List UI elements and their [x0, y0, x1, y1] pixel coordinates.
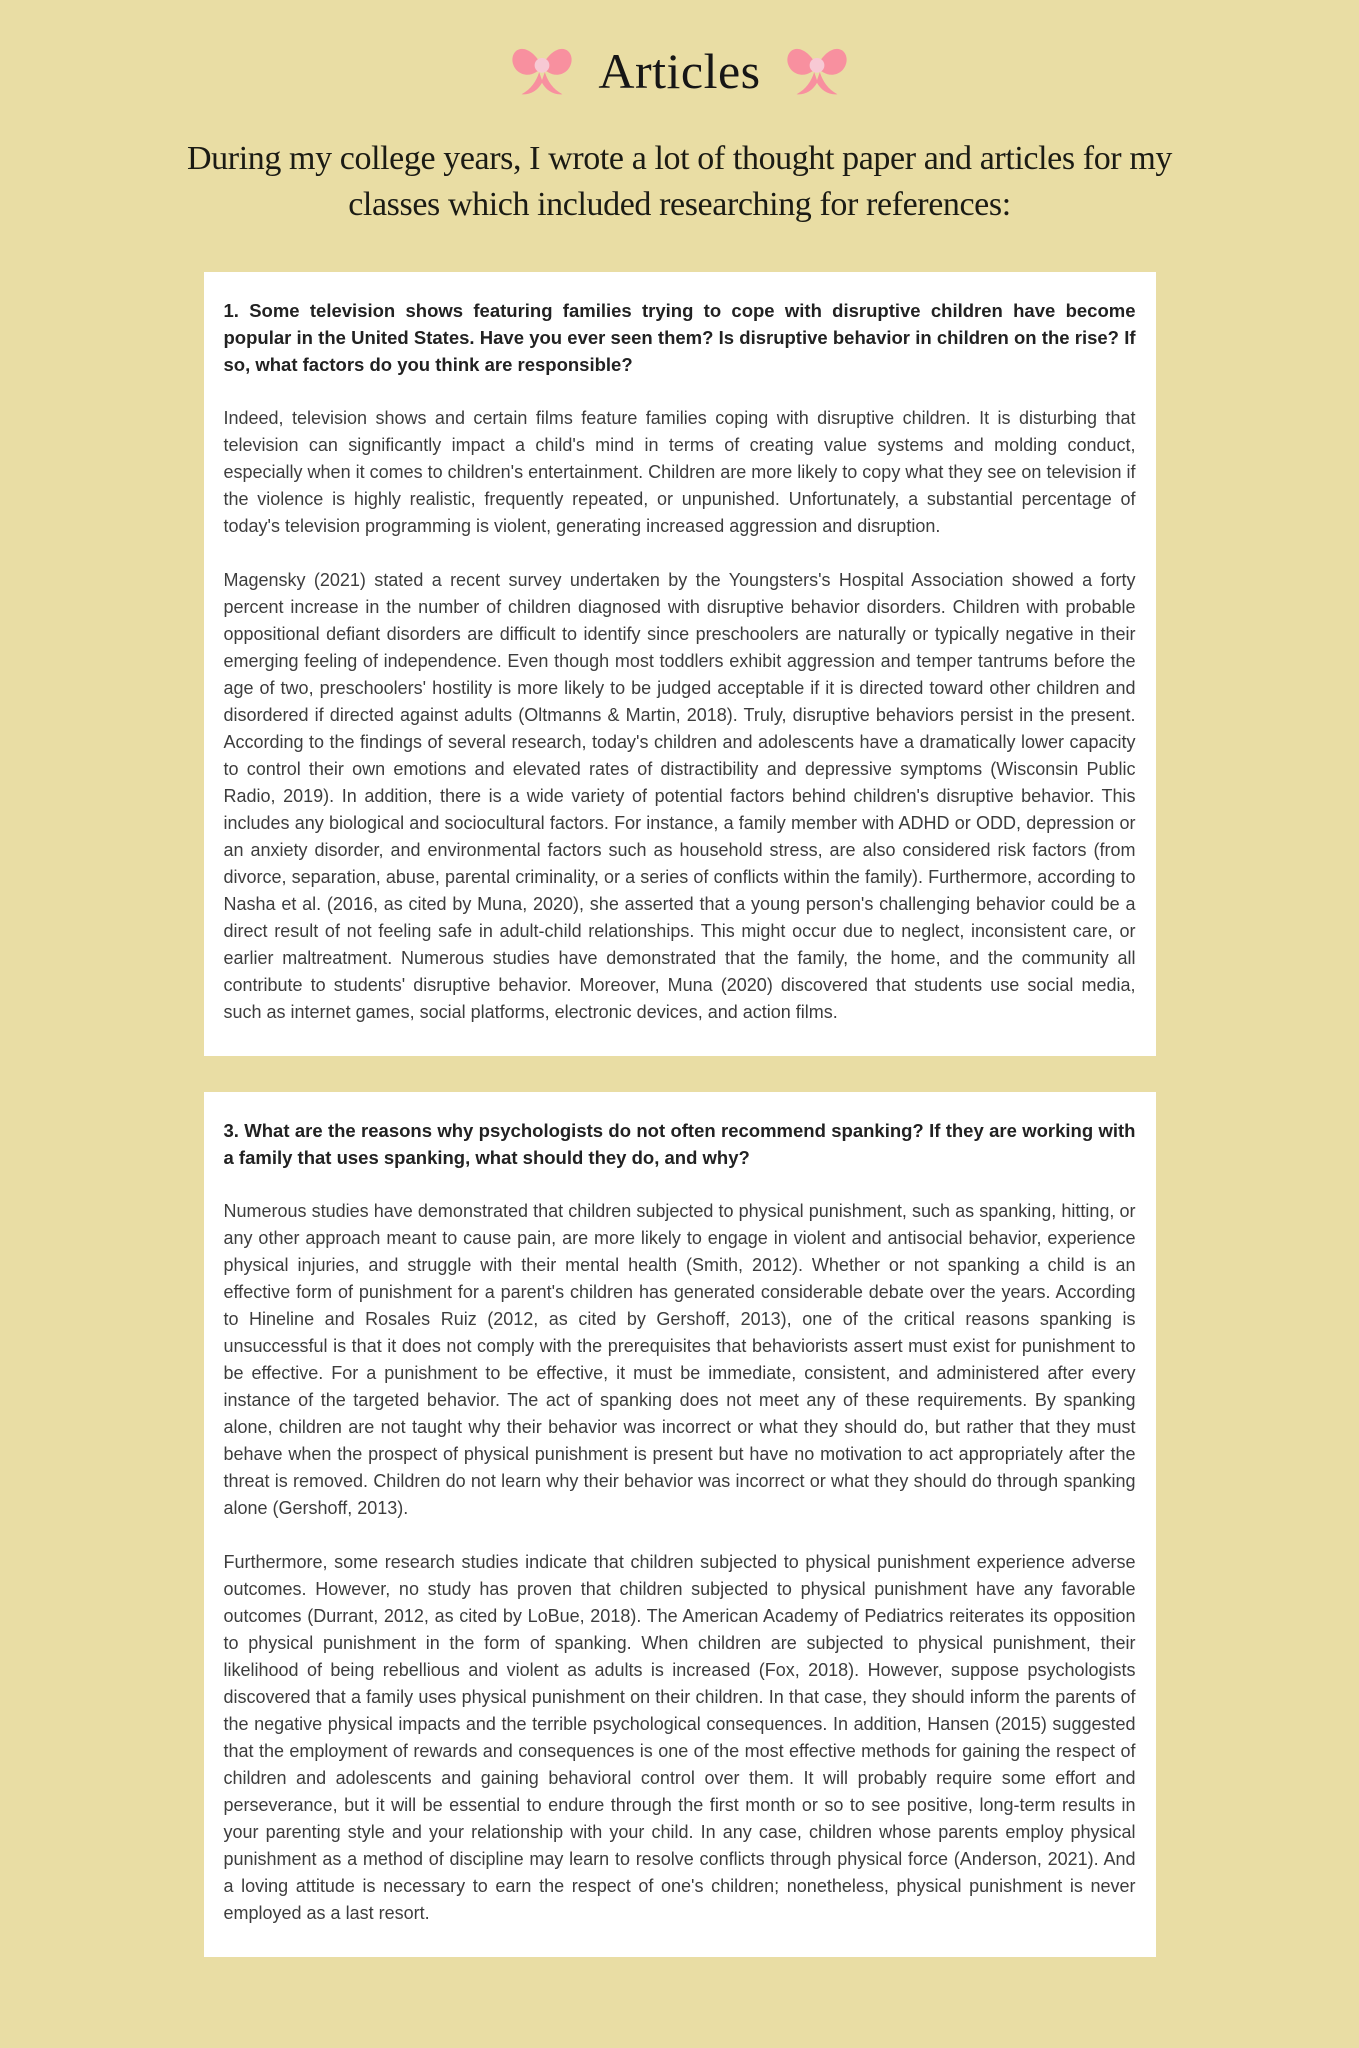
article-1-paragraph-1: Indeed, television shows and certain films feature families coping with disruptive children. It is disturbing that television can significantly impact a child's mind in terms of creating value systems and molding conduct, especially when it comes to children's entertainment. Children are more likely to copy what they see on television if the violence is highly realistic, frequently repeated, or unpunished. Unfortunately, a substantial percentage of today's television programming is violent, generating increased aggression and disruption.: [223, 408, 1136, 537]
article-1-question: 1. Some television shows featuring families trying to cope with disruptive children have become popular in the United States. Have you ever seen them? Is disruptive behavior in children on the rise? If so, what factors do you think are responsible?: [223, 300, 1136, 376]
page-subtitle: [0, 136, 1359, 228]
article-2-paragraph-1: Numerous studies have demonstrated that children subjected to physical punishment, such as spanking, hitting, or any other approach meant to cause pain, are more likely to engage in violent and antisocial behavior, experience physical injuries, and struggle with their mental health (Smith, 2012). Whether or not spanking a child is an effective form of punishment for a parent's children has generated considerable debate over the years. According to Hineline and Rosales Ruiz (2012, as cited by Gershoff, 2013), one of the critical reasons spanking is unsuccessful is that it does not comply with the prerequisites that behaviorists assert must exist for punishment to be effective. For a punishment to be effective, it must be immediate, consistent, and administered after every instance of the targeted behavior. The act of spanking does not meet any of these requirements. By spanking alone, children are not taught why their behavior was incorrect or what they should do, but rather that they must behave when the prospect of physical punishment is present but have no motivation to act appropriately after the threat is removed. Children do not learn why their behavior was incorrect or what they should do through spanking alone (Gershoff, 2013).: [223, 1201, 1136, 1519]
article-card-1: [204, 272, 1156, 1056]
article-card-2: [204, 1092, 1156, 1957]
page-header: [0, 0, 1359, 228]
page-subtitle-line-2: classes which included researching for references:: [348, 186, 1011, 224]
bow-icon: [508, 42, 576, 100]
page-subtitle-line-1: During my college years, I wrote a lot of thought paper and articles for my: [187, 140, 1172, 177]
article-2-paragraph-2: Furthermore, some research studies indicate that children subjected to physical punishment experience adverse outcomes. However, no study has proven that children subjected to physical punishment have any favorable outcomes (Durrant, 2012, as cited by LoBue, 2018). The American Academy of Pediatrics reiterates its opposition to physical punishment in the form of spanking. When children are subjected to physical punishment, their likelihood of being rebellious and violent as adults is increased (Fox, 2018). However, suppose psychologists discovered that a family uses physical punishment on their children. In that case, they should inform the parents of the negative physical impacts and the terrible psychological consequences. In addition, Hansen (2015) suggested that the employment of rewards and consequences is one of the most effective methods for gaining the respect of children and adolescents and gaining behavioral control over them. It will probably require some effort and perseverance, but it will be essential to endure through the first month or so to see positive, long-term results in your parenting style and your relationship with your child. In any case, children whose parents employ physical punishment as a method of discipline may learn to resolve conflicts through physical force (Anderson, 2021). And a loving attitude is necessary to earn the respect of one's children; nonetheless, physical punishment is never employed as a last resort.: [223, 1552, 1136, 1924]
page-title: Articles: [598, 42, 761, 99]
article-1-paragraph-2: Magensky (2021) stated a recent survey undertaken by the Youngsters's Hospital Association showed a forty percent increase in the number of children diagnosed with disruptive behavior disorders. Children with probable oppositional defiant disorders are difficult to identify since preschoolers are naturally or typically negative in their emerging feeling of independence. Even though most toddlers exhibit aggression and temper tantrums before the age of two, preschoolers' hostility is more likely to be judged acceptable if it is directed toward other children and disordered if directed against adults (Oltmanns & Martin, 2018). Truly, disruptive behaviors persist in the present. According to the findings of several research, today's children and adolescents have a dramatically lower capacity to control their own emotions and elevated rates of distractibility and depressive symptoms (Wisconsin Public Radio, 2019). In addition, there is a wide variety of potential factors behind children's disruptive behavior. This includes any biological and sociocultural factors. For instance, a family member with ADHD or ODD, depression or an anxiety disorder, and environmental factors such as household stress, are also considered risk factors (from divorce, separation, abuse, parental criminality, or a series of conflicts within the family). Furthermore, according to Nasha et al. (2016, as cited by Muna, 2020), she asserted that a young person's challenging behavior could be a direct result of not feeling safe in adult-child relationships. This might occur due to neglect, inconsistent care, or earlier maltreatment. Numerous studies have demonstrated that the family, the home, and the community all contribute to students' disruptive behavior. Moreover, Muna (2020) discovered that students use social media, such as internet games, social platforms, electronic devices, and action films.: [223, 570, 1136, 1023]
article-2-question: 3. What are the reasons why psychologists do not often recommend spanking? If they are working with a family that uses spanking, what should they do, and why?: [223, 1120, 1136, 1169]
page-title-row: [0, 42, 1359, 100]
bow-icon: [783, 42, 851, 100]
